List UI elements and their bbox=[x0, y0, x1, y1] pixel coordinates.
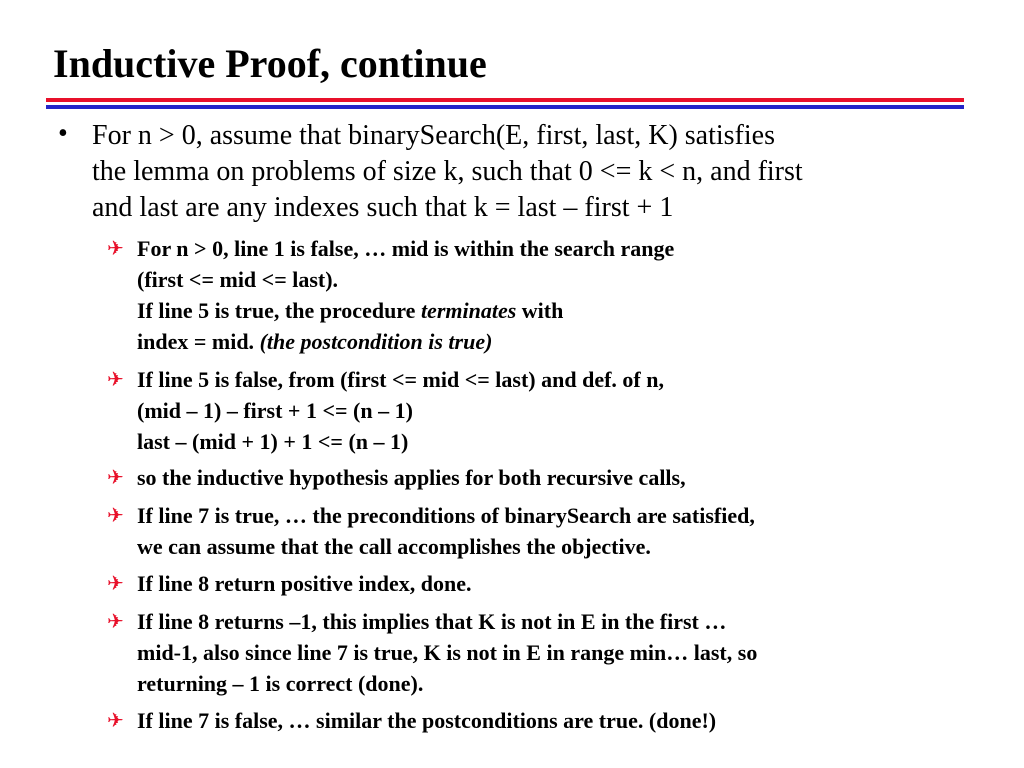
sub-bullet-line: we can assume that the call accomplishes the objective. bbox=[137, 534, 651, 559]
sub-bullet-line bbox=[137, 326, 674, 357]
sub-bullet-line: (mid – 1) – first + 1 <= (n – 1) bbox=[137, 398, 413, 423]
slide-title: Inductive Proof, continue bbox=[53, 41, 487, 86]
sub-bullet-line: so the inductive hypothesis applies for both recursive calls, bbox=[137, 465, 686, 490]
title-underline-red bbox=[46, 98, 964, 102]
sub-bullet-line: returning – 1 is correct (done). bbox=[137, 671, 424, 696]
main-bullet-text bbox=[92, 118, 982, 226]
sub-bullet-line: If line 7 is false, … similar the postconditions are true. (done!) bbox=[137, 708, 717, 733]
airplane-icon: ✈ bbox=[107, 503, 124, 527]
main-bullet-line: the lemma on problems of size k, such that 0 <= k < n, and first bbox=[92, 156, 803, 187]
main-bullet-line: For n > 0, assume that binarySearch(E, first, last, K) satisfies bbox=[92, 120, 775, 151]
text-run: with bbox=[516, 298, 564, 323]
sub-bullet-line: If line 5 is false, from (first <= mid <= last) and def. of n, bbox=[137, 367, 664, 392]
airplane-icon: ✈ bbox=[107, 367, 124, 391]
sub-bullet-line: (first <= mid <= last). bbox=[137, 267, 339, 292]
sub-bullet-line: For n > 0, line 1 is false, … mid is within the search range bbox=[137, 236, 675, 261]
emphasis-text: (the postcondition is true) bbox=[259, 329, 493, 354]
sub-bullet-line: If line 7 is true, … the preconditions of binarySearch are satisfied, bbox=[137, 503, 755, 528]
sub-bullet-line: mid-1, also since line 7 is true, K is not in E in range min… last, so bbox=[137, 640, 758, 665]
airplane-icon: ✈ bbox=[107, 236, 124, 260]
sub-bullet-line: If line 8 return positive index, done. bbox=[137, 571, 472, 596]
text-run: index = mid. bbox=[137, 329, 260, 354]
airplane-icon: ✈ bbox=[107, 708, 124, 732]
airplane-icon: ✈ bbox=[107, 609, 124, 633]
title-underline-blue bbox=[46, 105, 964, 109]
main-bullet-marker: • bbox=[58, 118, 68, 149]
airplane-icon: ✈ bbox=[107, 571, 124, 595]
sub-bullet-line: If line 8 returns –1, this implies that K is not in E in the first … bbox=[137, 609, 727, 634]
text-run: If line 5 is true, the procedure bbox=[137, 298, 421, 323]
airplane-icon: ✈ bbox=[107, 465, 124, 489]
sub-bullet-line: last – (mid + 1) + 1 <= (n – 1) bbox=[137, 429, 409, 454]
emphasis-text: terminates bbox=[420, 298, 517, 323]
main-bullet-line: and last are any indexes such that k = last – first + 1 bbox=[92, 192, 674, 223]
sub-bullet-line bbox=[137, 295, 674, 326]
